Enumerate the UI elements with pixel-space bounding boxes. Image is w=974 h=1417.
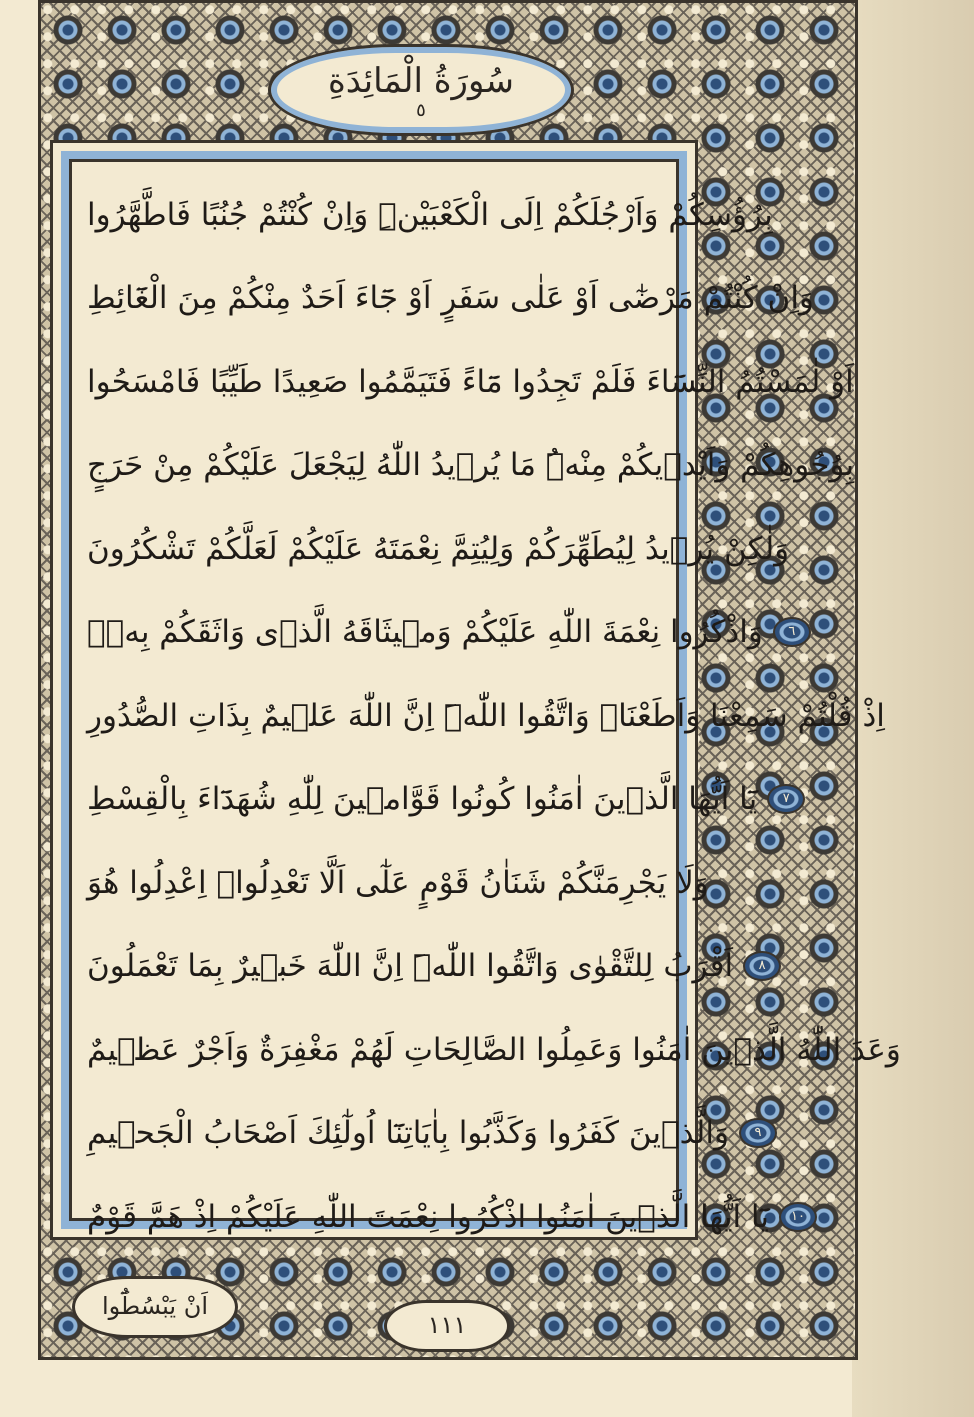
ayah-line [87, 925, 766, 1009]
surah-header-cartouche [268, 44, 574, 136]
ayah-line [87, 1092, 762, 1176]
ayah-text: وَاِنْ كُنْتُمْ مَرْضٰٓى اَوْ عَلٰى سَفَرٍ اَوْ جَٓاءَ اَحَدٌ مِنْكُمْ مِنَ الْغَٓائِطِ [87, 280, 814, 317]
verse-number-marker: ٦ [773, 617, 811, 647]
ayah-line [87, 674, 885, 758]
verse-number-marker: ٧ [767, 784, 805, 814]
ayah-text: وَلَا يَجْرِمَنَّكُمْ شَنَاٰنُ قَوْمٍ عَلٰٓى اَلَّا تَعْدِلُواۜ اِعْدِلُوا هُوَ [87, 864, 709, 901]
ayah-line [87, 173, 773, 257]
ayah-text: وَالَّذٖينَ كَفَرُوا وَكَذَّبُوا بِاٰيَاتِنَٓا اُولٰٓئِكَ اَصْحَابُ الْجَحٖيمِ [87, 1115, 729, 1152]
ayah-text: اَقْرَبُ لِلتَّقْوٰى وَاتَّقُوا اللّٰهَۜ اِنَّ اللّٰهَ خَبٖيرٌ بِمَا تَعْمَلُونَ [87, 948, 734, 985]
ayah-text: يَٓا اَيُّهَا الَّذٖينَ اٰمَنُوا كُونُوا قَوَّامٖينَ لِلّٰهِ شُهَدَٓاءَ بِالْقِسْطِ [87, 781, 758, 818]
verse-number-marker: ١٠ [779, 1202, 817, 1232]
text-panel [50, 140, 901, 1240]
verse-number-marker: ٨ [743, 951, 781, 981]
ayah-line [87, 257, 814, 341]
ayah-text: وَلٰكِنْ يُرٖيدُ لِيُطَهِّرَكُمْ وَلِيُتِمَّ نِعْمَتَهُ عَلَيْكُمْ لَعَلَّكُمْ تَشْكُرُونَ [87, 530, 790, 567]
ayah-line [87, 1008, 901, 1092]
catchword: اَنْ يَبْسُطُٓوا [72, 1276, 238, 1338]
page-number: ١١١ [384, 1300, 510, 1352]
verse-number-marker: ٩ [739, 1118, 777, 1148]
ayah-line [87, 1175, 805, 1259]
ayah-line [87, 758, 790, 842]
ayah-text: بِرُؤُسِكُمْ وَاَرْجُلَكُمْ اِلَى الْكَعْبَيْنِۜ وَاِنْ كُنْتُمْ جُنُبًا فَاطَّهَّرُوا [87, 196, 773, 233]
ayah-line [87, 591, 796, 675]
ayah-text: وَاذْكُرُوا نِعْمَةَ اللّٰهِ عَلَيْكُمْ وَمٖيثَاقَهُ الَّذٖى وَاثَقَكُمْ بِهٖۙ [87, 614, 763, 651]
ayah-text: وَعَدَ اللّٰهُ الَّذٖينَ اٰمَنُوا وَعَمِلُوا الصَّالِحَاتِ لَهُمْ مَغْفِرَةٌ وَاَجْرٌ عَظٖيمٌ [87, 1031, 901, 1068]
ayah-line [87, 841, 709, 925]
surah-number: ٥ [416, 100, 426, 121]
ayah-text: اَوْ لٰمَسْتُمُ النِّسَٓاءَ فَلَمْ تَجِدُوا مَٓاءً فَتَيَمَّمُوا صَعِيدًا طَيِّبًا فَامْسَحُوا [87, 363, 854, 400]
ayah-text: يَٓا اَيُّهَا الَّذٖينَ اٰمَنُوا اذْكُرُوا نِعْمَتَ اللّٰهِ عَلَيْكُمْ اِذْ هَمَّ قَوْمٌ [87, 1198, 769, 1235]
ayah-line [87, 507, 790, 591]
ayah-line [87, 340, 854, 424]
ayah-text: اِذْ قُلْتُمْ سَمِعْنَا وَاَطَعْنَاؗ وَاتَّقُوا اللّٰهَۜ اِنَّ اللّٰهَ عَلٖيمٌ بِذَاتِ الصُّدُورِ [87, 697, 885, 734]
surah-title: سُورَةُ الْمَائِدَةِ [327, 61, 515, 101]
ayah-text: بِوُجُوهِكُمْ وَاَيْدٖيكُمْ مِنْهُۜ مَا يُرٖيدُ اللّٰهُ لِيَجْعَلَ عَلَيْكُمْ مِنْ حَرَجٍ [87, 447, 855, 484]
ayah-line [87, 424, 855, 508]
text-lines [87, 173, 901, 1259]
